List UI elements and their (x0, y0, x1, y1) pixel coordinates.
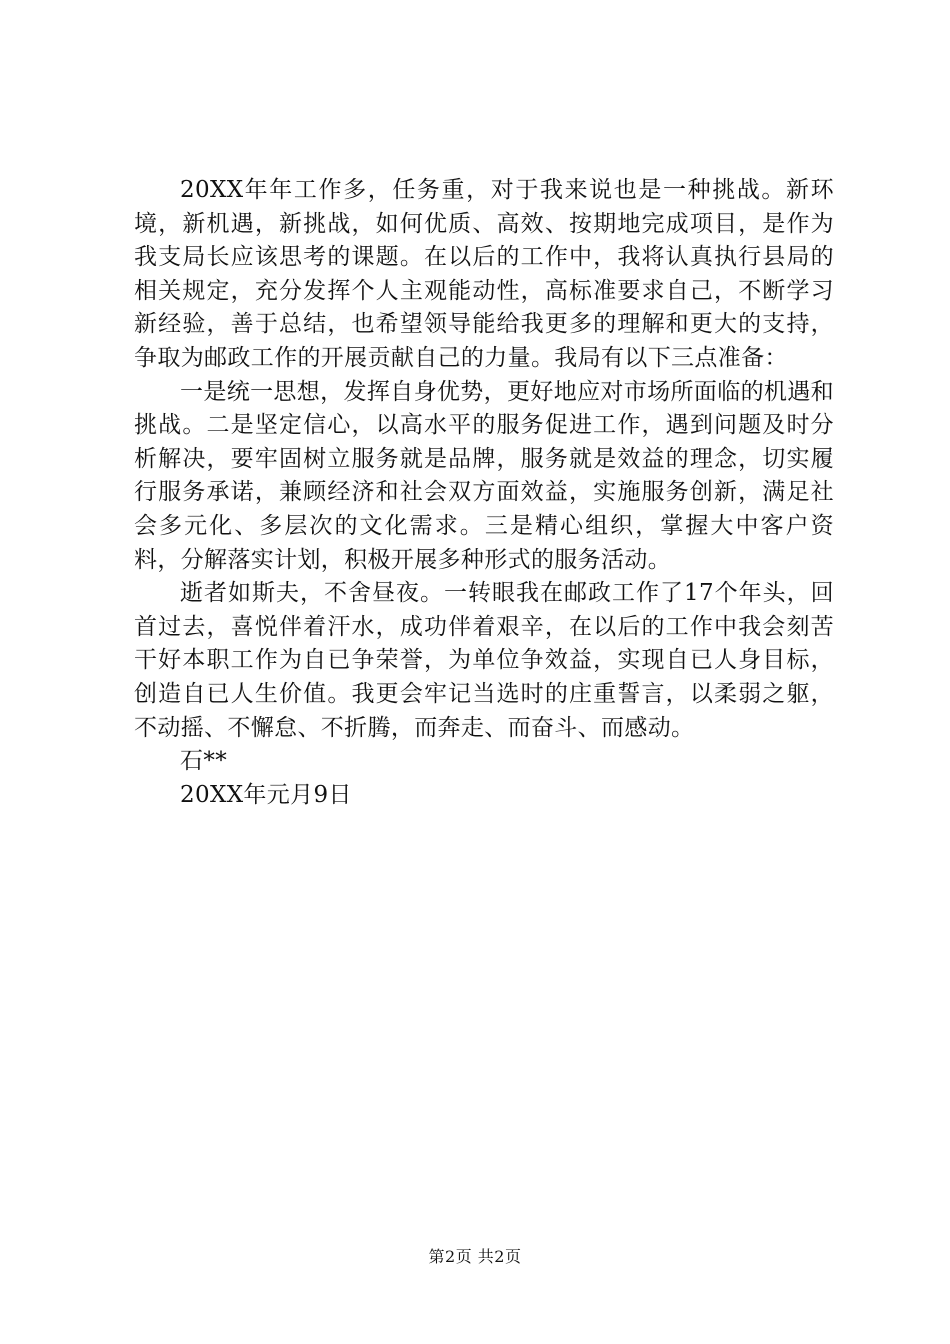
paragraph-reflection: 逝者如斯夫，不舍昼夜。一转眼我在邮政工作了17个年头，回首过去，喜悦伴着汗水，成功伴着艰辛，在以后的工作中我会刻苦干好本职工作为自已争荣誉，为单位争效益，实现自已人身目标，创造自已人生价值。我更会牢记当选时的庄重誓言，以柔弱之躯，不动摇、不懈怠、不折腾，而奔走、而奋斗、而感动。 (134, 580, 834, 741)
page-footer (0, 1244, 950, 1267)
document-date: 20XX年元月9日 (180, 781, 352, 808)
signature: 石** (180, 748, 228, 775)
page-number: 第2页 共2页 (428, 1247, 522, 1266)
paragraph-three-preparations: 一是统一思想，发挥自身优势，更好地应对市场所面临的机遇和挑战。二是坚定信心，以高水平的服务促进工作，遇到问题及时分析解决，要牢固树立服务就是品牌，服务就是效益的理念，切实履行服务承诺，兼顾经济和社会双方面效益，实施服务创新，满足社会多元化、多层次的文化需求。三是精心组织，掌握大中客户资料，分解落实计划，积极开展多种形式的服务活动。 (134, 378, 834, 573)
paragraph-work-challenge: 20XX年年工作多，任务重，对于我来说也是一种挑战。新环境，新机遇，新挑战，如何优质、高效、按期地完成项目，是作为我支局长应该思考的课题。在以后的工作中，我将认真执行县局的相关规定，充分发挥个人主观能动性，高标准要求自己，不断学习新经验，善于总结，也希望领导能给我更多的理解和更大的支持，争取为邮政工作的开展贡献自己的力量。我局有以下三点准备： (134, 177, 834, 371)
document-body (134, 174, 834, 812)
